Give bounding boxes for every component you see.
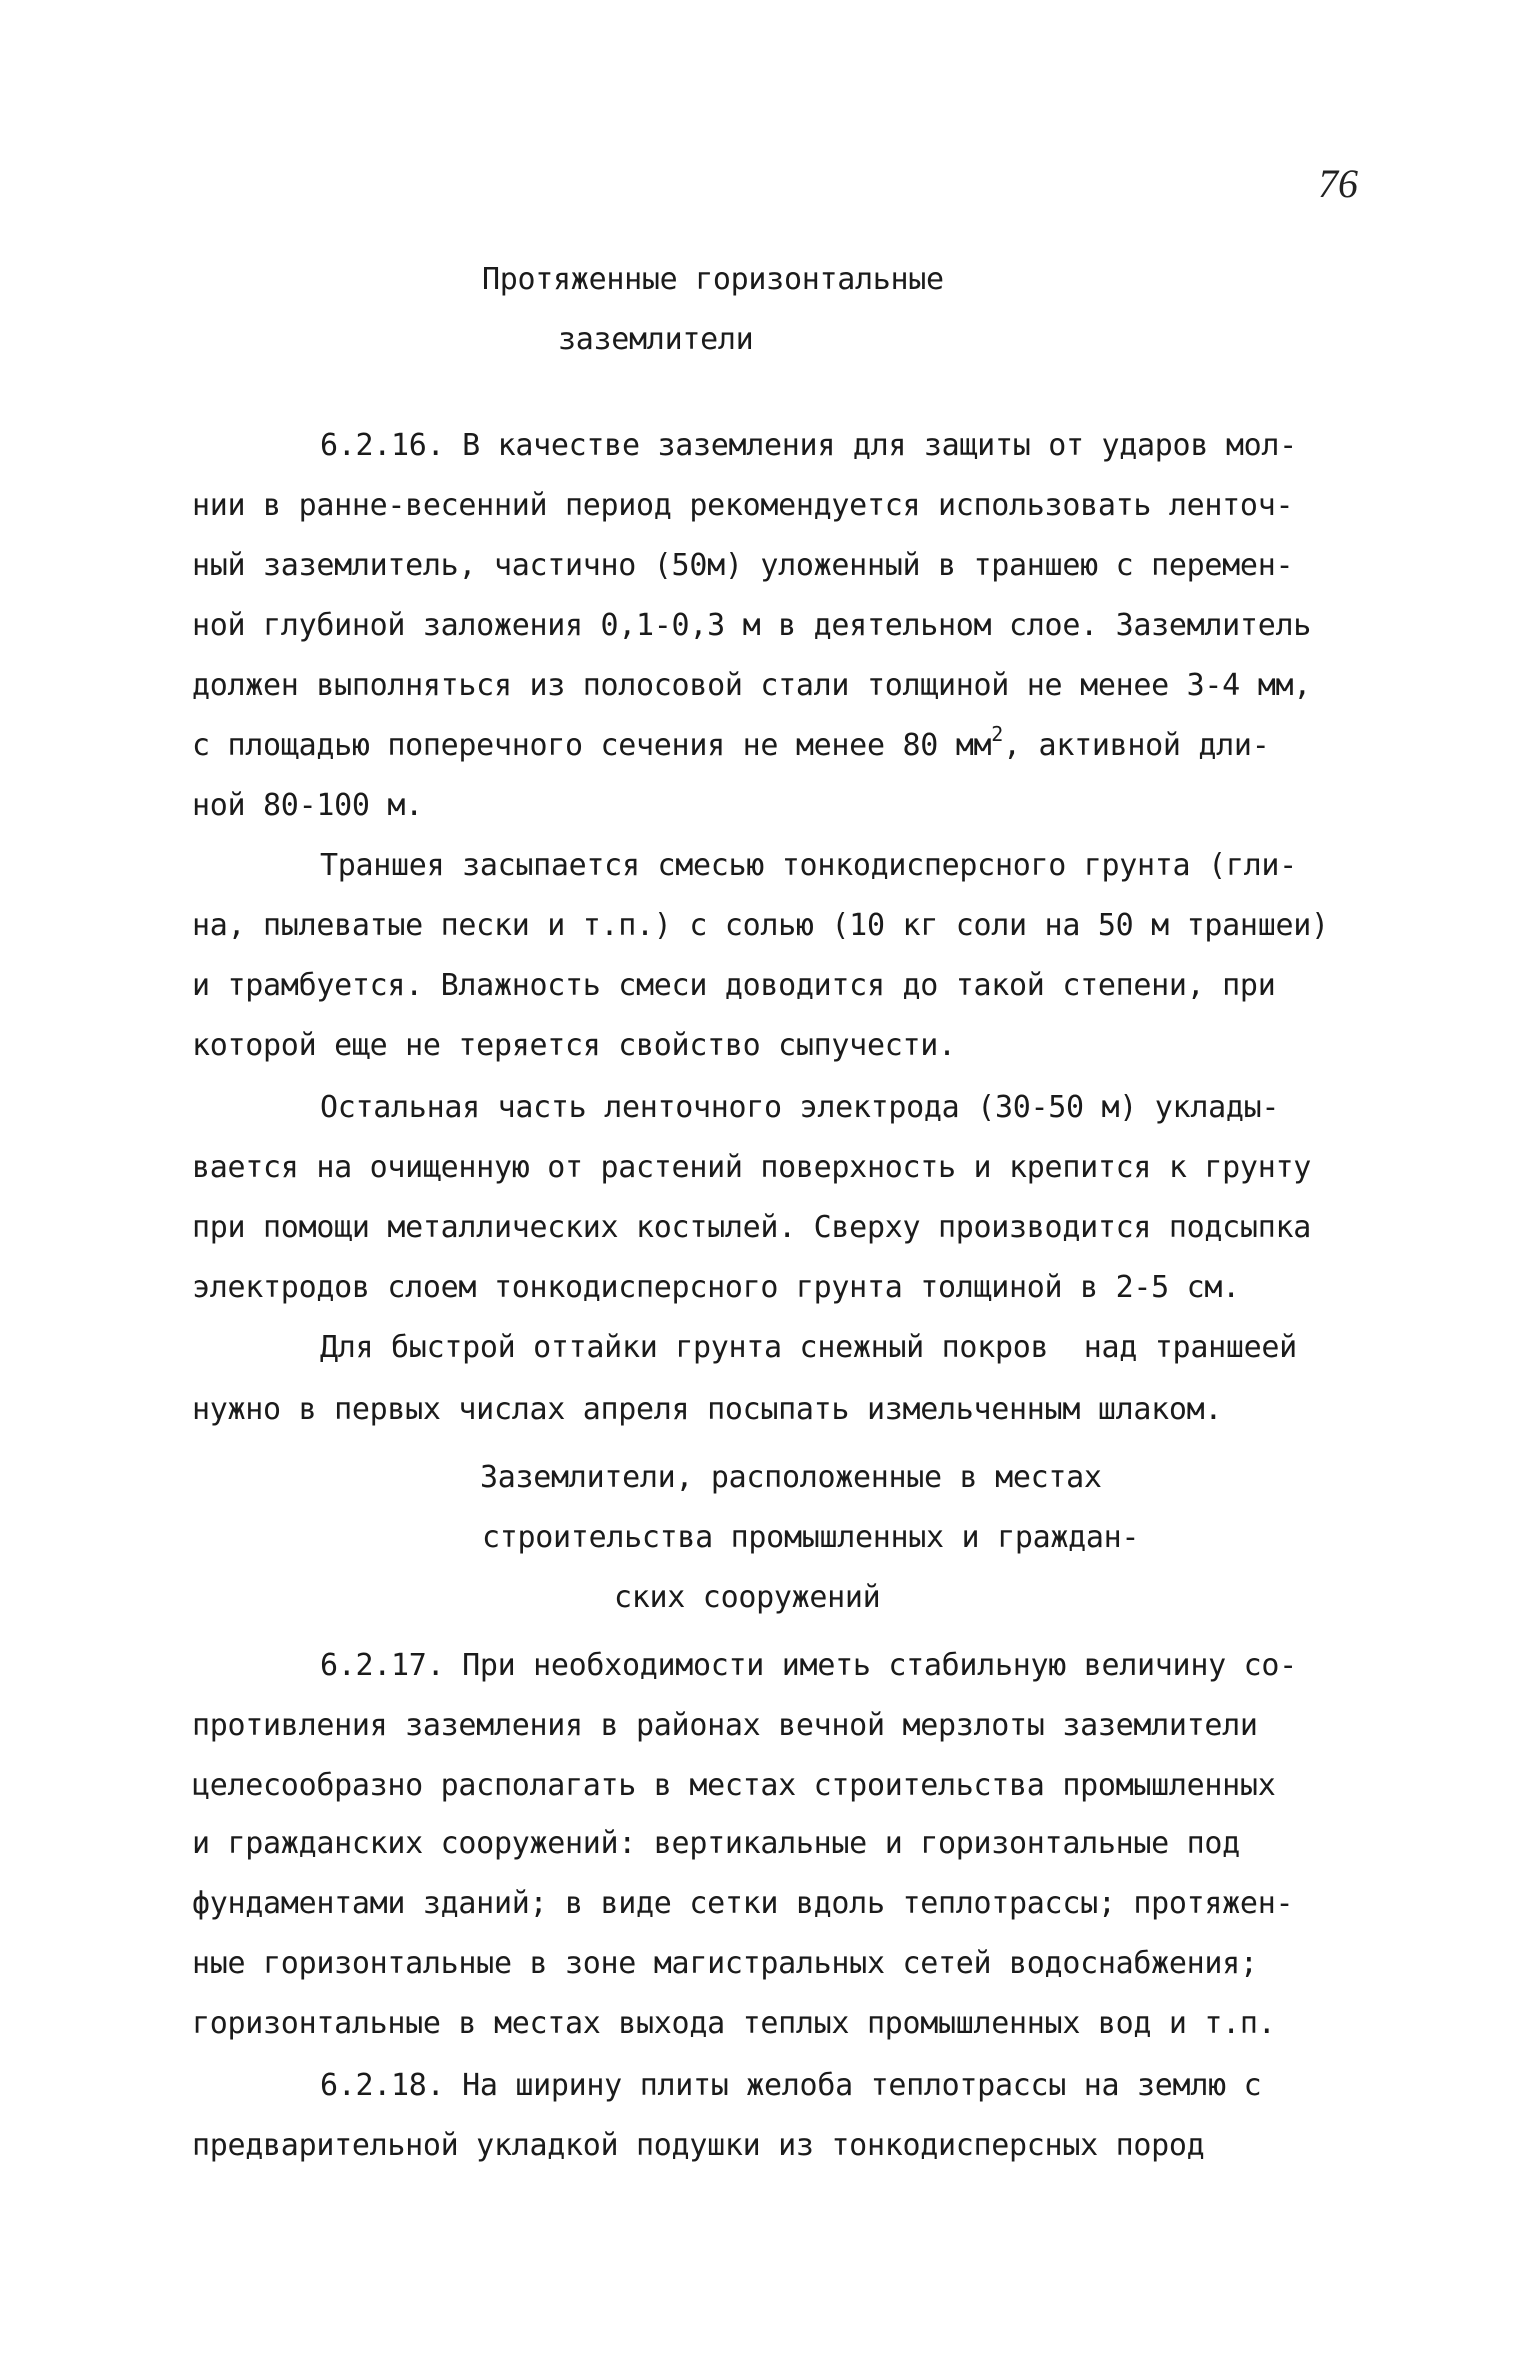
section-heading-line-1: Заземлители, расположенные в местах <box>480 1460 1102 1495</box>
paragraph-line: электродов слоем тонкодисперсного грунта толщиной в 2-5 см. <box>192 1270 1240 1305</box>
paragraph-line: и трамбуется. Влажность смеси доводится до такой степени, при <box>192 968 1276 1003</box>
section-heading-line-2: строительства промышленных и граждан- <box>482 1520 1140 1555</box>
paragraph-line: ной 80-100 м. <box>192 788 423 823</box>
superscript: 2 <box>991 722 1004 746</box>
paragraph-line: при помощи металлических костылей. Сверху производится подсыпка <box>192 1210 1311 1245</box>
paragraph-line: должен выполняться из полосовой стали толщиной не менее 3-4 мм, <box>192 668 1311 703</box>
section-heading-line-3: ских сооружений <box>614 1580 881 1615</box>
paragraph-line: ной глубиной заложения 0,1-0,3 м в деятельном слое. Заземлитель <box>192 608 1311 643</box>
paragraph-line: которой еще не теряется свойство сыпучести. <box>192 1028 956 1063</box>
section-heading-line-1: Протяженные горизонтальные <box>482 262 944 297</box>
paragraph-line: Траншея засыпается смесью тонкодисперсного грунта (гли- <box>320 848 1297 883</box>
paragraph-line: Для быстрой оттайки грунта снежный покров над траншеей <box>320 1330 1297 1365</box>
line-text: с площадью поперечного сечения не менее 80 мм <box>192 728 992 763</box>
paragraph-line: 6.2.16. В качестве заземления для защиты от ударов мол- <box>320 428 1297 463</box>
paragraph-line: вается на очищенную от растений поверхность и крепится к грунту <box>192 1150 1311 1185</box>
paragraph-line: предварительной укладкой подушки из тонкодисперсных пород <box>192 2128 1205 2163</box>
paragraph-line: нужно в первых числах апреля посыпать измельченным шлаком. <box>192 1392 1223 1427</box>
line-tail: , активной дли- <box>1003 728 1270 763</box>
paragraph-line: 6.2.18. На ширину плиты желоба теплотрассы на землю с <box>320 2068 1262 2103</box>
paragraph-line: нии в ранне-весенний период рекомендуется использовать ленточ- <box>192 488 1294 523</box>
paragraph-line: и гражданских сооружений: вертикальные и горизонтальные под <box>192 1826 1240 1861</box>
paragraph-line: фундаментами зданий; в виде сетки вдоль теплотрассы; протяжен- <box>192 1886 1294 1921</box>
paragraph-line: ные горизонтальные в зоне магистральных сетей водоснабжения; <box>192 1946 1258 1981</box>
paragraph-line: ный заземлитель, частично (50м) уложенный в траншею с перемен- <box>192 548 1294 583</box>
paragraph-line: противления заземления в районах вечной мерзлоты заземлители <box>192 1708 1258 1743</box>
paragraph-line: целесообразно располагать в местах строительства промышленных <box>192 1768 1276 1803</box>
paragraph-line: 6.2.17. При необходимости иметь стабильную величину со- <box>320 1648 1297 1683</box>
page-number: 76 <box>1318 161 1358 206</box>
paragraph-line: горизонтальные в местах выхода теплых промышленных вод и т.п. <box>192 2006 1276 2041</box>
paragraph-line: Остальная часть ленточного электрода (30-50 м) уклады- <box>320 1090 1280 1125</box>
paragraph-line: на, пылеватые пески и т.п.) с солью (10 кг соли на 50 м траншеи) <box>192 908 1329 943</box>
paragraph-line-with-superscript <box>192 722 1270 764</box>
section-heading-line-2: заземлители <box>558 322 754 357</box>
